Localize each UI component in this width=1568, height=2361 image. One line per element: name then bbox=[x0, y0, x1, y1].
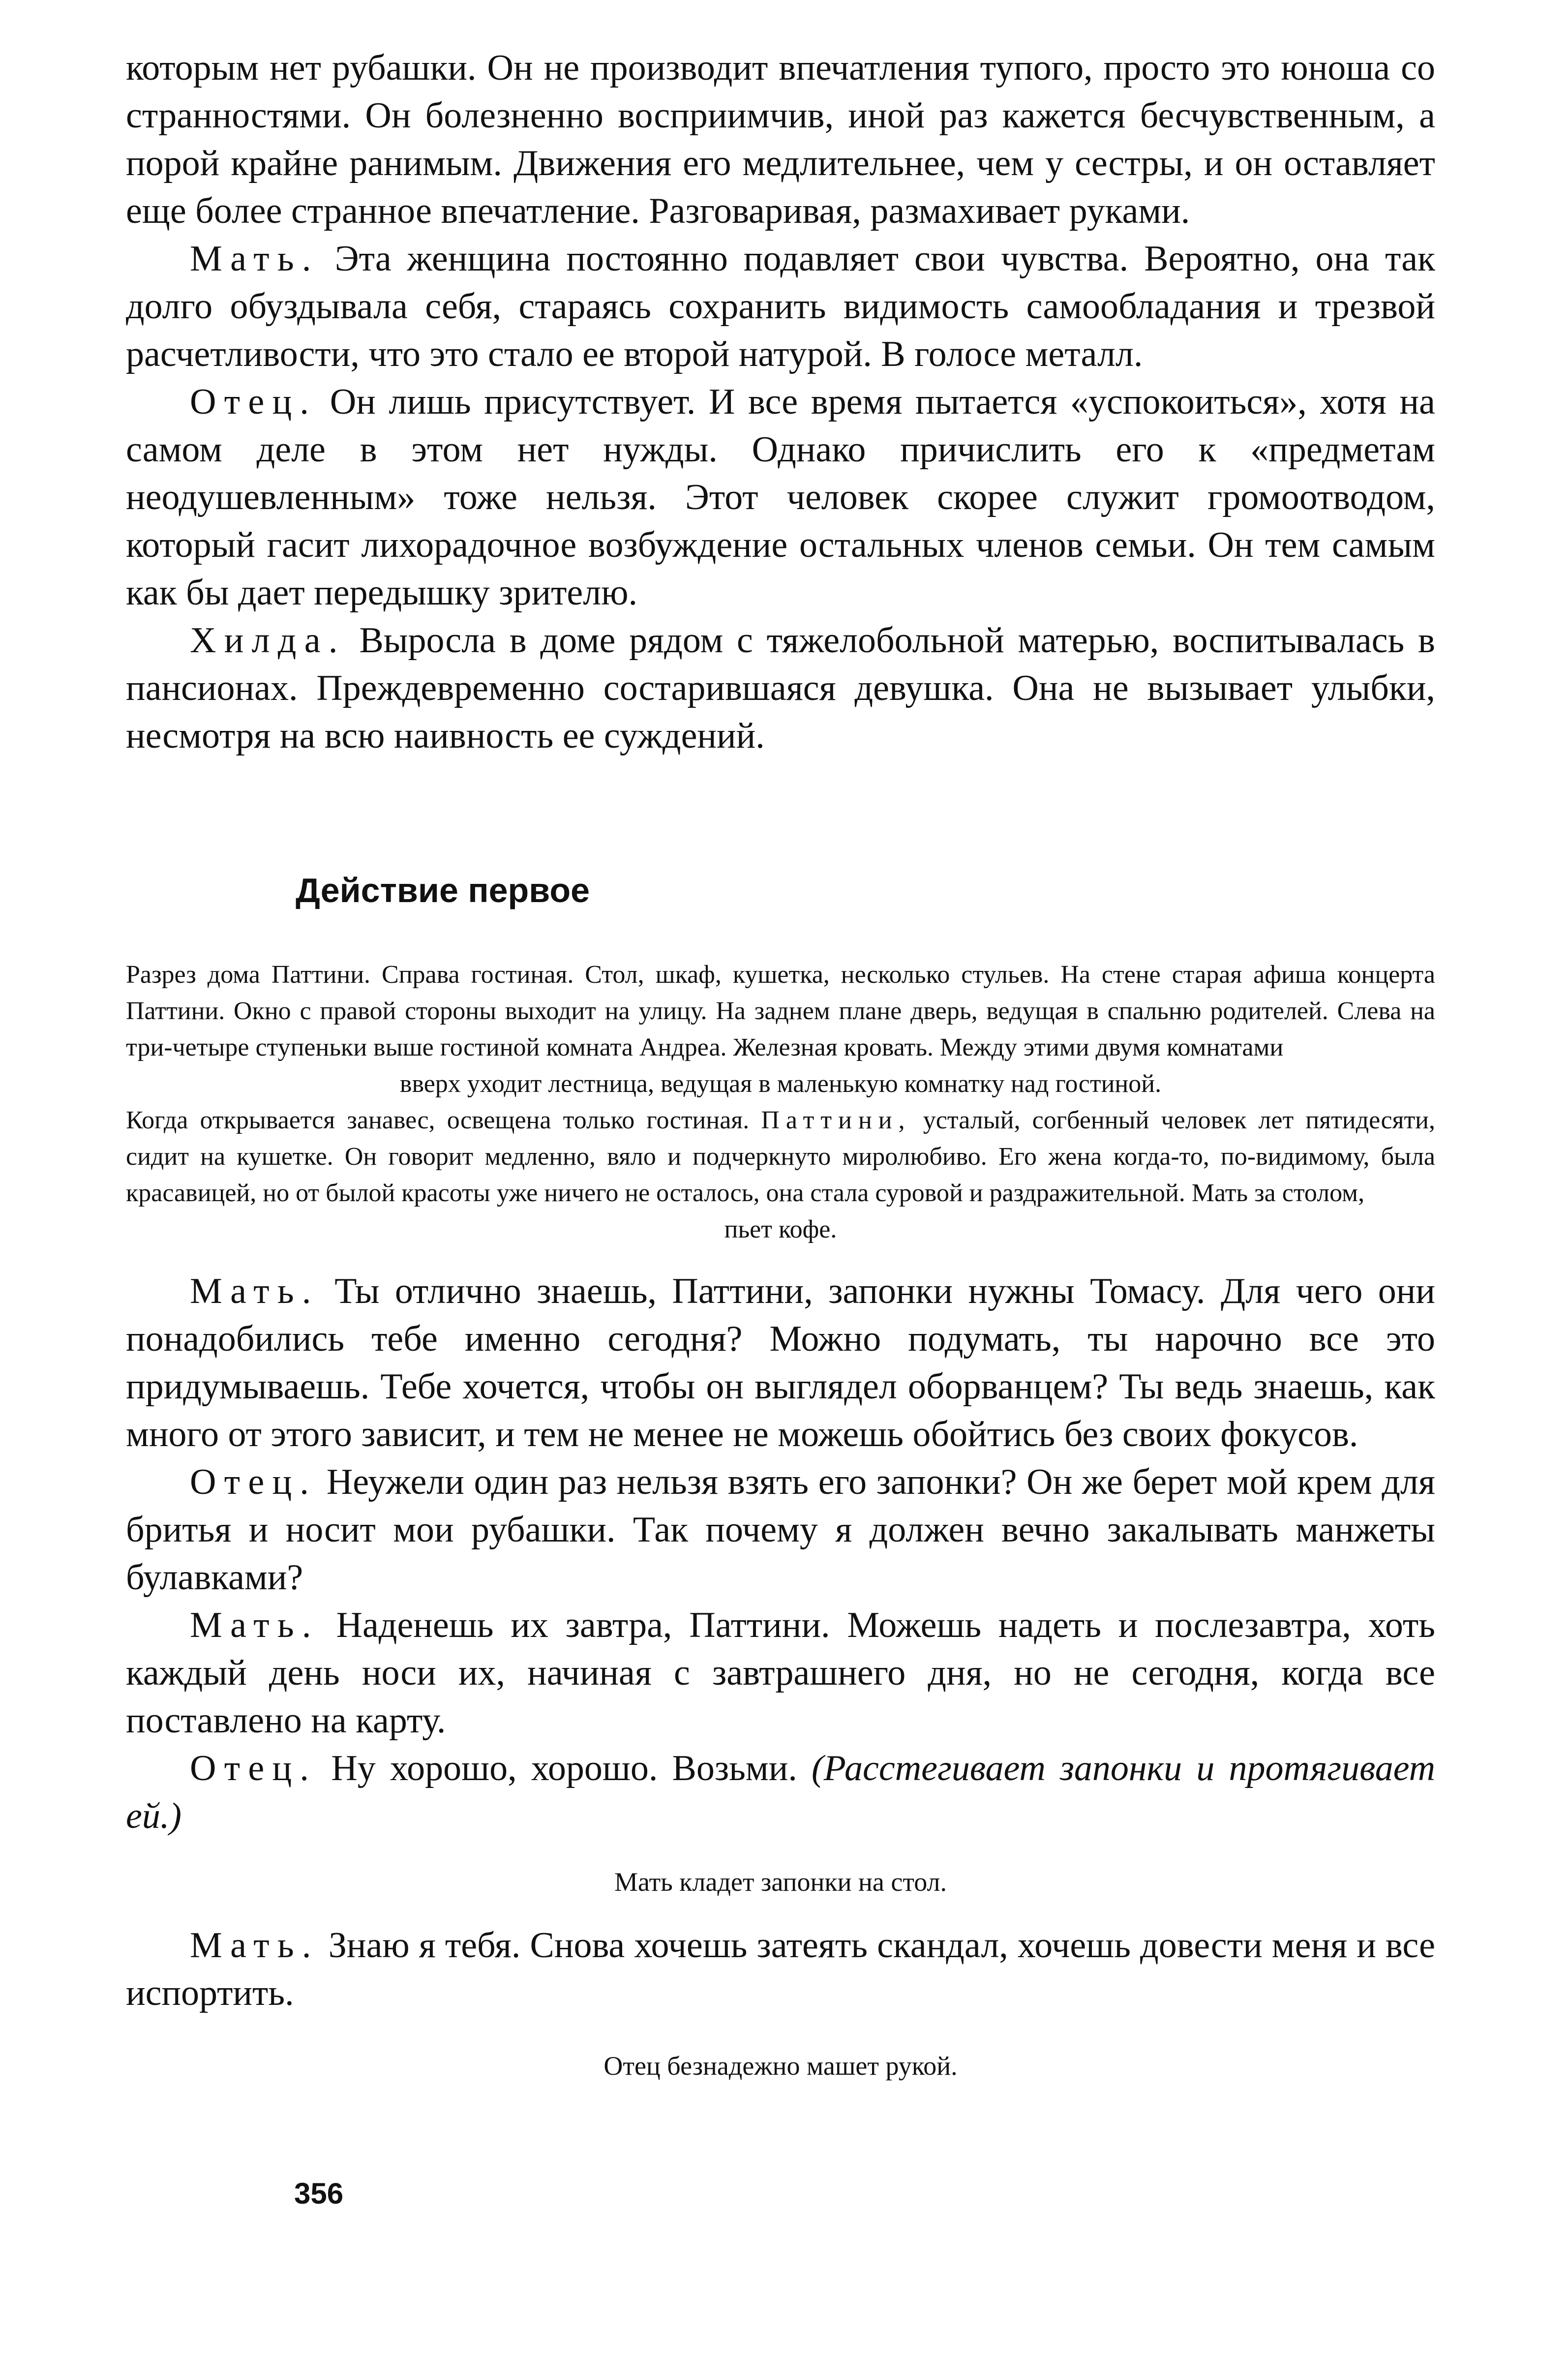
character-name: Хилда. bbox=[190, 620, 346, 661]
speaker-name: Мать. bbox=[190, 1925, 319, 1966]
book-page bbox=[126, 44, 1435, 2084]
character-description: Эта женщина постоянно подавляет свои чувства. Вероятно, она так долго обуздывала себя, стараясь сохранить видимость самообладания и трезвой расчетливости, что это стало ее второй натурой. В голосе металл. bbox=[126, 239, 1436, 374]
speaker-name: Мать. bbox=[190, 1605, 319, 1645]
stage-direction-setting bbox=[126, 957, 1435, 1066]
page-number: 356 bbox=[294, 2177, 344, 2210]
character-name: Паттини, bbox=[761, 1106, 911, 1134]
stage-direction-curtain bbox=[126, 1102, 1435, 1211]
character-name: Отец. bbox=[190, 382, 317, 422]
dialogue-text: Ну хорошо, хорошо. Возьми. bbox=[331, 1748, 797, 1788]
character-description-mother bbox=[126, 235, 1435, 378]
character-description: Выросла в доме рядом с тяжелобольной матерью, воспитывалась в пансионах. Преждевременно состарившаяся девушка. Она не вызывает улыбки, несмотря на всю наивность ее суждений. bbox=[126, 620, 1435, 756]
character-description-hilda bbox=[126, 617, 1435, 760]
stage-remark bbox=[126, 1864, 1435, 1900]
act-heading: Действие первое bbox=[296, 871, 590, 909]
character-description: Он лишь присутствует. И все время пытается «успокоиться», хотя на самом деле в этом нет нужды. Однако причислить его к «предметам неодушевленным» тоже нельзя. Этот человек скорее служит громоотводом, который гасит лихорадочное возбуждение остальных членов семьи. Он тем самым как бы дает передышку зрителю. bbox=[126, 382, 1436, 613]
dialogue-line bbox=[126, 1268, 1435, 1458]
dialogue-text: Неужели один раз нельзя взять его запонки? Он же берет мой крем для бритья и носит мои рубашки. Так почему я должен вечно закалывать манжеты булавками? bbox=[126, 1462, 1435, 1598]
dialogue-text: Наденешь их завтра, Паттини. Можешь надеть и послезавтра, хоть каждый день носи их, начиная с завтрашнего дня, но не сегодня, когда все поставлено на карту. bbox=[126, 1605, 1435, 1741]
dialogue-line bbox=[126, 1922, 1435, 2017]
dialogue-line bbox=[126, 1745, 1435, 1840]
stage-direction-text: Когда открывается занавес, освещена только гостиная. bbox=[126, 1106, 750, 1134]
stage-direction-curtain-last-line bbox=[126, 1211, 1435, 1248]
dialogue-line bbox=[126, 1602, 1435, 1745]
stage-direction-text: пьет кофе. bbox=[724, 1215, 837, 1243]
character-name: Мать. bbox=[190, 239, 319, 279]
stage-direction-text: вверх уходит лестница, ведущая в маленькую комнатку над гостиной. bbox=[399, 1070, 1162, 1098]
stage-remark bbox=[126, 2048, 1435, 2084]
stage-remark-text: Мать кладет запонки на стол. bbox=[614, 1867, 947, 1897]
intro-paragraph-andrea bbox=[126, 44, 1435, 235]
dialogue-line bbox=[126, 1458, 1435, 1602]
dialogue-text: Ты отлично знаешь, Паттини, запонки нужны Томасу. Для чего они понадобились тебе именно сегодня? Можно подумать, ты нарочно все это придумываешь. Тебе хочется, чтобы он выглядел оборванцем? Ты ведь знаешь, как много от этого зависит, и тем не менее не можешь обойтись без своих фокусов. bbox=[126, 1271, 1436, 1454]
dialogue-text: Знаю я тебя. Снова хочешь затеять скандал, хочешь довести меня и все испортить. bbox=[126, 1925, 1436, 2013]
stage-direction-setting-last-line bbox=[126, 1066, 1435, 1102]
stage-direction-text: Разрез дома Паттини. Справа гостиная. Стол, шкаф, кушетка, несколько стульев. На стене старая афиша концерта Паттини. Окно с правой стороны выходит на улицу. На заднем плане дверь, ведущая в спальню родителей. Слева на три-четыре ступеньки выше гостиной комната Андреа. Железная кровать. Между этими двумя комнатами bbox=[126, 961, 1435, 1061]
stage-remark-text: Отец безнадежно машет рукой. bbox=[603, 2051, 958, 2081]
character-description-father bbox=[126, 378, 1435, 617]
intro-text: которым нет рубашки. Он не производит впечатления тупого, просто это юноша со странностями. Он болезненно восприимчив, иной раз кажется бесчувственным, а порой крайне ранимым. Движения его медлительнее, чем у сестры, и он оставляет еще более странное впечатление. Разговаривая, размахивает руками. bbox=[126, 48, 1435, 231]
speaker-name: Отец. bbox=[190, 1748, 317, 1788]
stage-direction-text: усталый, согбенный человек лет пятидесяти, сидит на кушетке. Он говорит медленно, вяло и подчеркнуто миролюбиво. Его жена когда-то, по-видимому, была красавицей, но от былой красоты уже ничего не осталось, она стала суровой и раздражительной. Мать за столом, bbox=[126, 1106, 1436, 1207]
speaker-name: Мать. bbox=[190, 1271, 319, 1311]
speaker-name: Отец. bbox=[190, 1462, 317, 1502]
inline-stage-direction: (Расстегивает запонки и протягивает ей.) bbox=[126, 1748, 1436, 1836]
